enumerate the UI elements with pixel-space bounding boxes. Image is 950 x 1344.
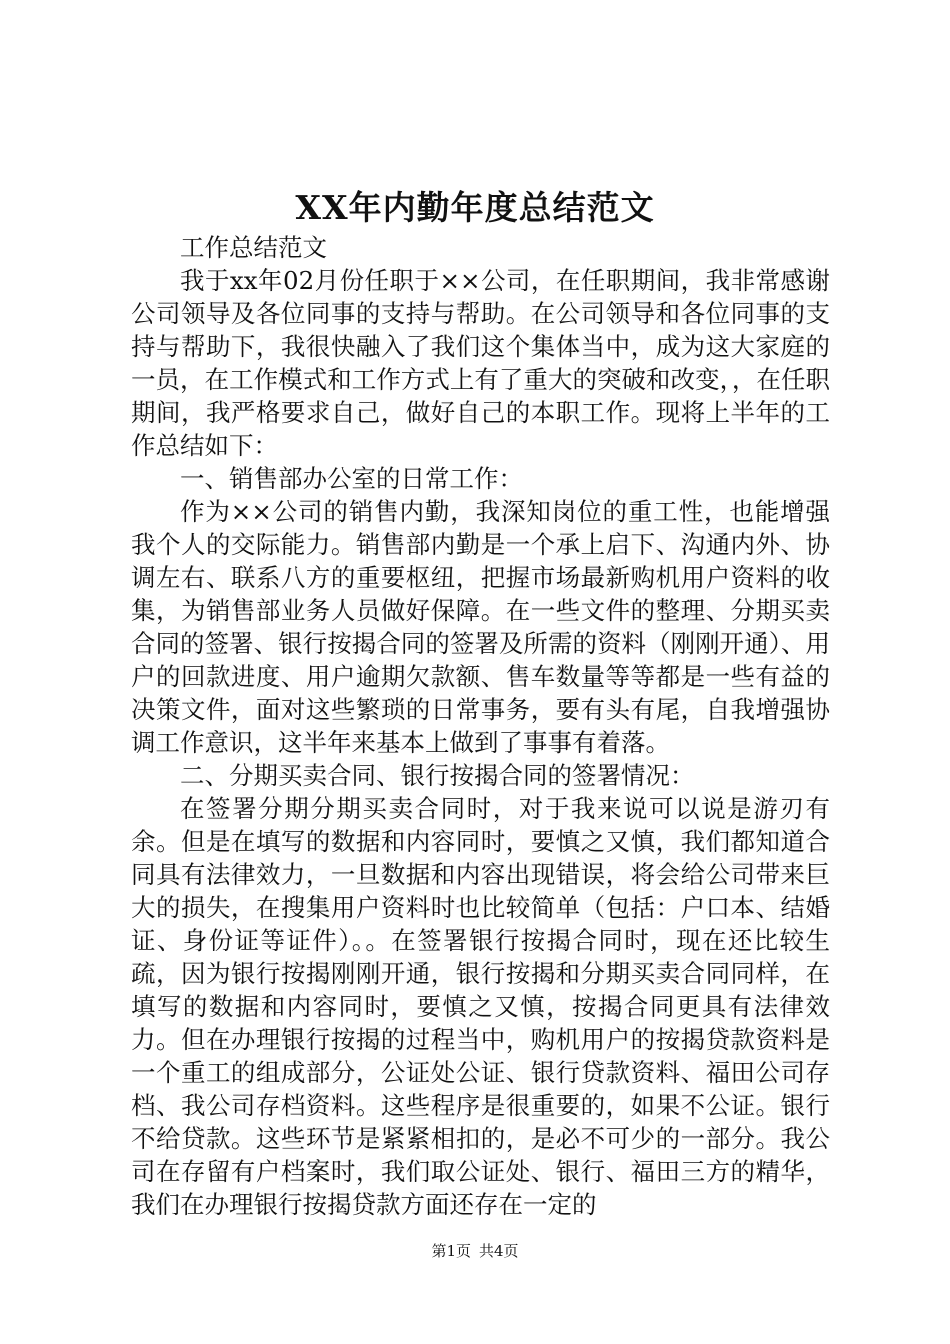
page-footer [0, 1241, 950, 1261]
paragraph-subtitle: 工作总结范文 [180, 233, 327, 262]
paragraph-intro: 我于xx年02月份任职于××公司，在任职期间，我非常感谢公司领导及各位同事的支持与帮助。在公司领导和各位同事的支持与帮助下，我很快融入了我们这个集体当中，成为这大家庭的一员，在工作模式和工作方式上有了重大的突破和改变，，在任职期间，我严格要求自己，做好自己的本职工作。现将上半年的工作总结如下： [131, 266, 830, 460]
page-total: 共4页 [479, 1242, 519, 1260]
document-title: XX年内勤年度总结范文 [295, 188, 655, 227]
section-heading-2: 二、分期买卖合同、银行按揭合同的签署情况： [180, 761, 695, 790]
section-heading-1: 一、销售部办公室的日常工作： [180, 464, 523, 493]
page-number: 第1页 [431, 1242, 471, 1260]
paragraph-section-2: 在签署分期分期买卖合同时，对于我来说可以说是游刃有余。但是在填写的数据和内容同时，要慎之又慎，我们都知道合同具有法律效力，一旦数据和内容出现错误，将会给公司带来巨大的损失，在搜集用户资料时也比较简单（包括：户口本、结婚证、身份证等证件）。。在签署银行按揭合同时，现在还比较生疏，因为银行按揭刚刚开通，银行按揭和分期买卖合同同样，在填写的数据和内容同时，要慎之又慎，按揭合同更具有法律效力。但在办理银行按揭的过程当中，购机用户的按揭贷款资料是一个重工的组成部分，公证处公证、银行贷款资料、福田公司存档、我公司存档资料。这些程序是很重要的，如果不公证。银行不给贷款。这些环节是紧紧相扣的，是必不可少的一部分。我公司在存留有户档案时，我们取公证处、银行、福田三方的精华，我们在办理银行按揭贷款方面还存在一定的 [131, 794, 830, 1219]
document-body [131, 231, 830, 1221]
paragraph-section-1: 作为××公司的销售内勤，我深知岗位的重工性，也能增强我个人的交际能力。销售部内勤是一个承上启下、沟通内外、协调左右、联系八方的重要枢纽，把握市场最新购机用户资料的收集，为销售部业务人员做好保障。在一些文件的整理、分期买卖合同的签署、银行按揭合同的签署及所需的资料（刚刚开通）、用户的回款进度、用户逾期欠款额、售车数量等等都是一些有益的决策文件，面对这些繁琐的日常事务，要有头有尾，自我增强协调工作意识，这半年来基本上做到了事事有着落。 [131, 497, 830, 757]
